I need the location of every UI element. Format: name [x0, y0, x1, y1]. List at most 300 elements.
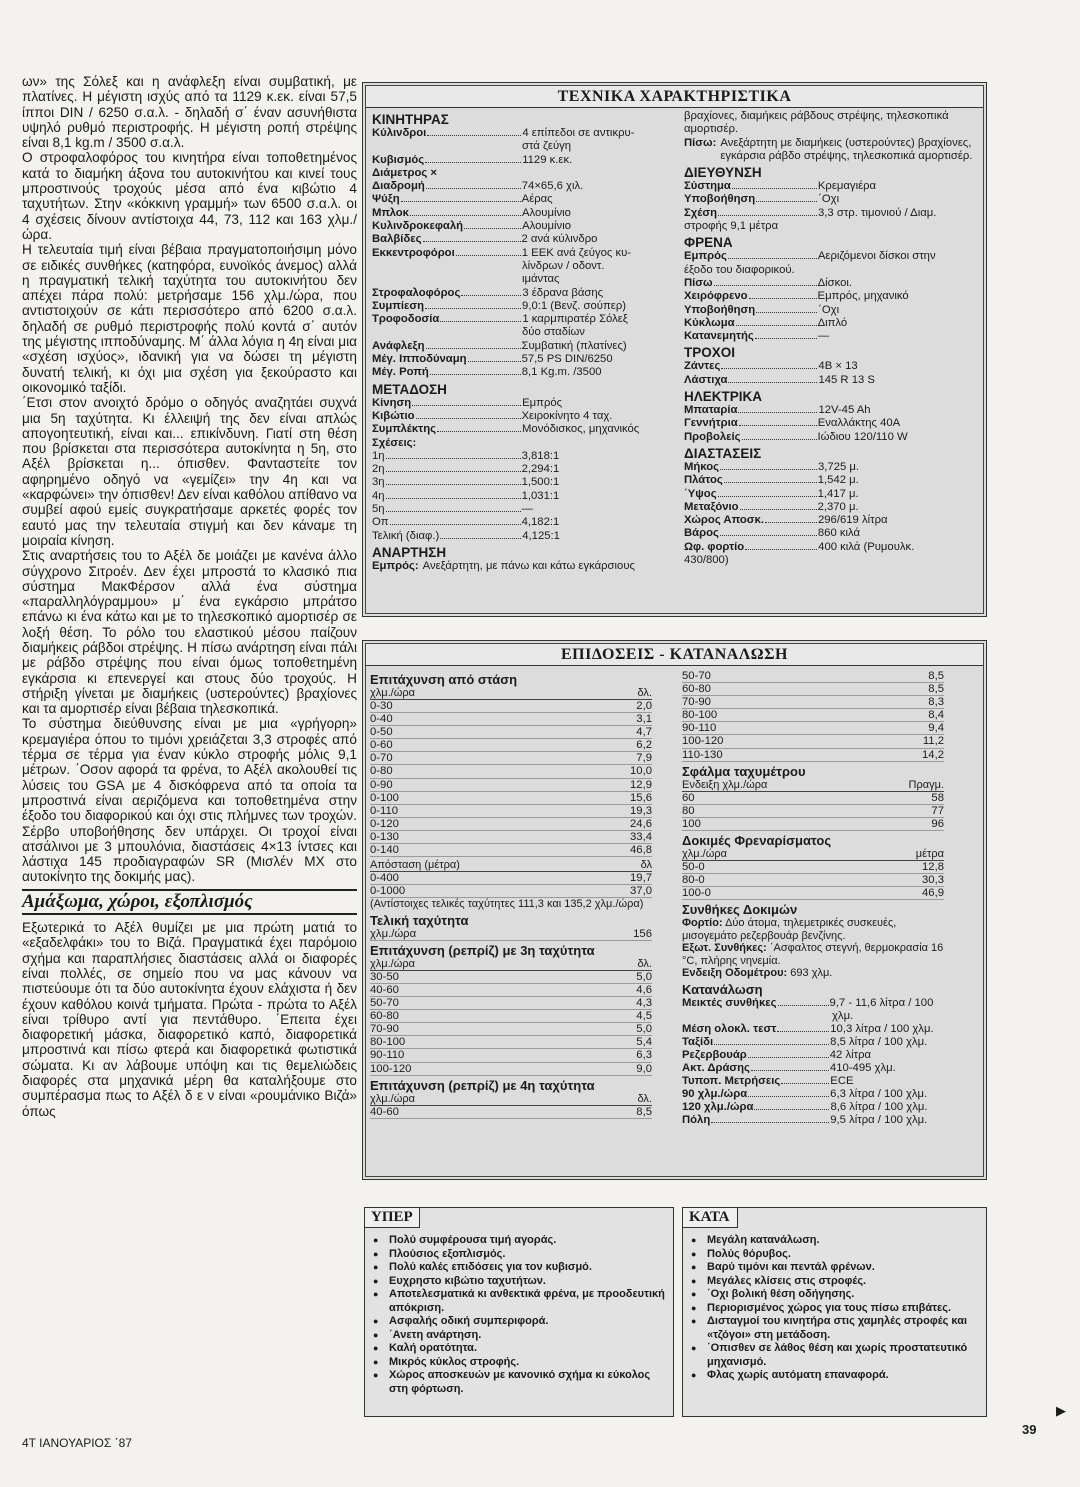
- spec-row: [684, 417, 982, 430]
- consumption-row: [682, 1114, 944, 1127]
- spec-row: [372, 516, 672, 529]
- spec-row: [372, 353, 672, 366]
- perf-section-heading: Συνθήκες Δοκιμών: [682, 902, 798, 918]
- dot-leader: [425, 154, 521, 163]
- perf-row: [682, 696, 944, 709]
- perf-row: [682, 735, 944, 748]
- spec-row: [372, 476, 672, 489]
- spec-value: 4B × 13: [818, 360, 858, 373]
- spec-section-heading: ΔΙΕΥΘΥΝΣΗ: [684, 165, 762, 181]
- bullet-item: ● Φλας χωρίς αυτόματη επαναφορά.: [687, 1369, 978, 1383]
- spec-row: [684, 488, 982, 501]
- perf-row: [370, 997, 652, 1010]
- spec-value: Δίσκοι.: [817, 276, 853, 289]
- dot-leader: [755, 330, 817, 339]
- bullet-item: ● Δισταγμοί του κινητήρα στις χαμηλές στροφές και «τζόγοι» στη μετάδοση.: [687, 1315, 978, 1342]
- perf-range: 80-100: [370, 1036, 406, 1049]
- consumption-label: Ταξίδι: [682, 1035, 714, 1048]
- perf-value: 2,0: [636, 700, 652, 712]
- perf-row: [682, 709, 944, 722]
- spec-value: έξοδο του διαφορικού.: [684, 263, 795, 276]
- condition-value: ΄Ασφαλτος στεγνή, θερμοκρασία 16 °C, πλήρης νηνεμία.: [682, 942, 944, 967]
- spec-label: Μέγ. Ιπποδύναμη: [372, 353, 467, 366]
- performance-box: [362, 640, 987, 1180]
- specs-title: ΤΕΧΝΙΚΑ ΧΑΡΑΚΤΗΡΙΣΤΙΚΑ: [366, 86, 983, 108]
- consumption-row: [682, 1075, 944, 1088]
- spec-value: 74×65,6 χιλ.: [521, 180, 584, 193]
- dot-leader: [778, 997, 829, 1006]
- bullet-item: ● Χώρος αποσκευών με κανονικό σχήμα κι εύκολος στη φόρτωση.: [369, 1369, 665, 1396]
- perf-section-heading: Σφάλμα ταχυμέτρου: [682, 763, 806, 779]
- perf-row: [682, 749, 944, 762]
- bullet-item: ● Ευχρηστο κιβώτιο ταχυτήτων.: [369, 1275, 665, 1289]
- bullet-item: ● Πολύ συμφέρουσα τιμή αγοράς.: [369, 1234, 665, 1248]
- spec-value: 2,294:1: [521, 463, 560, 476]
- spec-value: Συμβατική (πλατίνες): [521, 339, 627, 352]
- spec-label: Μήκος: [684, 460, 720, 473]
- spec-row: [372, 273, 672, 286]
- spec-value: 296/619 λίτρα: [817, 514, 888, 527]
- test-condition: [682, 967, 944, 980]
- perf-range: 70-90: [682, 696, 711, 709]
- pros-box: [364, 1207, 674, 1417]
- perf-range: 80: [682, 804, 695, 817]
- spec-row: [684, 220, 982, 233]
- spec-label: Στροφαλοφόρος: [372, 286, 461, 299]
- spec-label: Εκκεντροφόροι: [372, 246, 455, 259]
- spec-section-heading: ΗΛΕΚΤΡΙΚΑ: [684, 389, 763, 405]
- bullet-item: ● ΄Ανετη ανάρτηση.: [369, 1329, 665, 1343]
- perf-value: 19,7: [630, 872, 652, 885]
- perf-range: 30-50: [370, 970, 399, 983]
- bullet-item: ● Πολύς θόρυβος.: [687, 1248, 978, 1262]
- spec-row: [684, 541, 982, 554]
- perf-value: 10,0: [630, 765, 652, 778]
- dot-leader: [732, 180, 817, 189]
- perf-range: 0-30: [370, 700, 393, 712]
- perf-value: 11,2: [922, 735, 944, 748]
- spec-value: Χειροκίνητο 4 ταχ.: [521, 409, 613, 422]
- spec-value: 400 κιλά (Ρυμουλκ.: [818, 540, 915, 553]
- dot-leader: [468, 353, 521, 362]
- bullet-item: ● Μεγάλες κλίσεις στις στροφές.: [687, 1275, 978, 1289]
- consumption-label: Πόλη: [682, 1113, 711, 1126]
- spec-row: [372, 247, 672, 260]
- perf-value: 37,0: [630, 885, 652, 898]
- spec-value: βραχίονες, διαμήκεις ράβδους στρέψης, τηλεσκοπικά αμορτισέρ.: [684, 110, 949, 136]
- perf-range: 60-80: [682, 683, 711, 696]
- perf-row: [370, 971, 652, 984]
- spec-label: Υποβοήθηση: [684, 303, 756, 316]
- spec-row: [372, 127, 672, 140]
- spec-value: Αεριζόμενοι δίσκοι στην: [817, 250, 936, 263]
- consumption-value: ECE: [830, 1074, 854, 1087]
- perf-row: [370, 700, 652, 713]
- spec-value: 4,125:1: [522, 529, 560, 542]
- spec-label: Γεννήτρια: [684, 417, 738, 430]
- perf-range: 50-70: [682, 670, 711, 682]
- perf-range: 80-0: [682, 874, 705, 887]
- spec-row: [372, 300, 672, 313]
- continue-arrow-icon: ▶: [1056, 1403, 1066, 1418]
- consumption-label: Ακτ. Δράσης: [682, 1061, 750, 1074]
- dot-leader: [748, 1049, 829, 1058]
- article-paragraph: Εξωτερικά το Αξέλ θυμίζει με μια πρώτη ματιά το «εξαδελφάκι» του το Βιζά. Πραγματικά έχει παρόμοιο σχήμα και παραπλήσιες διαστάσεις αλλά οι διαφορές είναι πολλές, σε σημείο που να μας κάνουν να πιστεύουμε ότι τα δύο αυτοκίνητα έχουν ελάχιστα ή δεν έχουν καθόλου κοινά τμήματα. Πρώτα - πρώτα το Αξέλ είναι τρίθυρο αντί για πεντάθυρο. ΄Επειτα έχει διαφορετική μάσκα, διαφορετικό καπό, διαφορετικά μπροστινά και πίσω φτερά και διαφορετικά φωτιστικά σώματα. Κι αν λάβουμε υπόψη και τις θεμελιώδεις διαφορές στα μηχανικά μέρη θα καταλήξουμε στο συμπέρασμα πως το Αξέλ δ ε ν είναι «ρουμάνικο Βιζά» όπως: [22, 920, 357, 1119]
- perf-row: [682, 683, 944, 696]
- spec-label: Ωφ. φορτίο: [684, 540, 745, 553]
- spec-value: ιμάντας: [522, 273, 560, 286]
- perf-range: 0-70: [370, 752, 393, 765]
- spec-value: 9,0:1 (Βενζ. σούπερ): [522, 299, 627, 312]
- dot-leader: [437, 423, 521, 432]
- perf-value: 7,9: [636, 752, 652, 765]
- perf-header-label: χλμ./ώρα: [682, 847, 727, 860]
- perf-row: [682, 818, 944, 831]
- perf-range: 0-40: [370, 713, 393, 726]
- perf-header-label: Ενδειξη χλμ./ώρα: [682, 778, 768, 791]
- dot-leader: [738, 404, 817, 413]
- spec-row: [372, 423, 672, 436]
- spec-value: —: [521, 503, 533, 516]
- bullet-item: ● Αποτελεσματικά κι ανθεκτικά φρένα, με προοδευτική απόκριση.: [369, 1288, 665, 1315]
- bullet-item: ● Πολύ καλές επιδόσεις για τον κυβισμό.: [369, 1261, 665, 1275]
- dot-leader: [745, 541, 817, 550]
- condition-value: 693 χλμ.: [790, 967, 833, 980]
- perf-table-header: [370, 1093, 652, 1106]
- spec-label: 5η: [372, 503, 385, 516]
- perf-range: 80-100: [682, 709, 718, 722]
- dot-leader: [426, 180, 521, 189]
- consumption-row: [682, 1023, 944, 1036]
- test-condition: [682, 917, 944, 942]
- perf-value: 12,8: [922, 860, 944, 873]
- spec-value: 1 ΕΕΚ ανά ζεύγος κυ-: [521, 246, 632, 259]
- perf-row: [682, 887, 944, 900]
- dot-leader: [754, 1101, 829, 1110]
- section-subheading: Αμάξωμα, χώροι, εξοπλισμός: [22, 889, 357, 915]
- spec-label: Χειρόφρενο: [684, 290, 748, 303]
- perf-range: 0-80: [370, 765, 393, 778]
- dot-leader: [751, 1062, 829, 1071]
- consumption-value: 9,7 - 11,6 λίτρα / 100: [829, 996, 934, 1009]
- perf-value: 8,4: [928, 709, 944, 722]
- spec-value: 860 κιλά: [817, 527, 861, 540]
- spec-value: 1,031:1: [521, 489, 560, 502]
- dot-leader: [386, 490, 521, 499]
- spec-value: —: [817, 330, 830, 343]
- spec-value: 8,1 Kg.m. /3500: [521, 366, 602, 379]
- spec-value: δύο σταδίων: [522, 326, 585, 339]
- perf-row: [370, 726, 652, 739]
- performance-right-column: [682, 670, 944, 1127]
- perf-header-unit: μέτρα: [915, 847, 944, 860]
- dot-leader: [427, 127, 521, 136]
- perf-row: [370, 792, 652, 805]
- spec-label: Κιβώτιο: [372, 409, 415, 422]
- spec-label: Ζάντες: [684, 360, 721, 373]
- consumption-label: Μεικτές συνθήκες: [682, 996, 777, 1009]
- cons-box: [682, 1207, 987, 1417]
- spec-row: [372, 260, 672, 273]
- consumption-label: 120 χλμ./ώρα: [682, 1100, 754, 1113]
- perf-row: [370, 739, 652, 752]
- consumption-value: 42 λίτρα: [829, 1048, 872, 1061]
- dot-leader: [720, 527, 817, 536]
- consumption-value: 410-495 χλμ.: [829, 1061, 896, 1074]
- perf-section-heading: Επιτάχυνση (ρεπρίζ) με 3η ταχύτητα: [370, 942, 595, 958]
- perf-row: [370, 713, 652, 726]
- perf-range: 60-80: [370, 1010, 399, 1023]
- dot-leader: [765, 514, 817, 523]
- consumption-label: 90 χλμ./ώρα: [682, 1087, 748, 1100]
- spec-section-heading: ΑΝΑΡΤΗΣΗ: [372, 544, 447, 560]
- pros-title: ΥΠΕΡ: [365, 1208, 420, 1228]
- perf-range: 50-0: [682, 860, 705, 873]
- perf-range: 40-60: [370, 1105, 399, 1118]
- dot-leader: [756, 304, 817, 313]
- pros-list: [365, 1228, 673, 1396]
- spec-row: [684, 277, 982, 290]
- article-paragraph: Ο στροφαλοφόρος του κινητήρα είναι τοποθετημένος κατά το διαμήκη άξονα του αυτοκινήτου και κινεί τους μπροστινούς τροχούς μέσα από ένα κιβώτιο 4 ταχυτήτων. Στην «κόκκινη γραμμή» των 6500 σ.α.λ. οι 4 σχέσεις δίνουν αντίστοιχα 44, 73, 112 και 163 χλμ./ώρα.: [22, 150, 357, 242]
- perf-section-heading: Τελική ταχύτητα: [370, 912, 469, 928]
- dot-leader: [416, 410, 521, 419]
- spec-row: [684, 264, 982, 277]
- perf-range: 0-120: [370, 817, 399, 830]
- spec-label: Πλάτος: [684, 474, 723, 487]
- spec-row: [372, 233, 672, 246]
- spec-row: [372, 167, 672, 180]
- spec-label: Χώρος Αποσκ.: [684, 514, 764, 527]
- perf-value: 8,5: [928, 683, 944, 696]
- perf-row: [370, 1049, 652, 1062]
- spec-row: [372, 437, 672, 450]
- bullet-item: ● Μικρός κύκλος στροφής.: [369, 1356, 665, 1370]
- consumption-row: [682, 1010, 944, 1023]
- spec-value: 1,417 μ.: [817, 487, 859, 500]
- perf-row: [682, 874, 944, 887]
- perf-row: [682, 722, 944, 735]
- perf-range: 0-400: [370, 872, 399, 885]
- spec-row: [684, 290, 982, 303]
- spec-row: [372, 207, 672, 220]
- bullet-item: ● Ασφαλής οδική συμπεριφορά.: [369, 1315, 665, 1329]
- spec-label: Συμπλέκτης: [372, 423, 436, 436]
- perf-header-label: χλμ./ώρα: [370, 687, 415, 699]
- perf-section-heading: Επιτάχυνση (ρεπρίζ) με 4η ταχύτητα: [370, 1077, 595, 1093]
- dot-leader: [711, 1114, 829, 1123]
- perf-value: 5,4: [636, 1036, 652, 1049]
- spec-label: Διαδρομή: [372, 180, 425, 193]
- perf-row: [370, 885, 652, 898]
- spec-row: [684, 180, 982, 193]
- spec-row: [372, 490, 672, 503]
- perf-range: 0-140: [370, 844, 399, 857]
- dot-leader: [412, 397, 521, 406]
- dot-leader: [739, 417, 817, 426]
- consumption-label: Μέση ολοκλ. τεστ: [682, 1022, 777, 1035]
- spec-row: [684, 461, 982, 474]
- spec-value: Διπλό: [817, 316, 848, 329]
- spec-label: Κύλινδροι: [372, 127, 427, 139]
- perf-range: 0-100: [370, 791, 399, 804]
- spec-label: Μεταξόνιο: [684, 500, 739, 513]
- spec-section-heading: ΚΙΝΗΤΗΡΑΣ: [372, 112, 449, 127]
- perf-range: 100-120: [682, 735, 724, 748]
- article-paragraph: Το σύστημα διεύθυνσης είναι με μια «γρήγορη» κρεμαγιέρα όπου το τιμόνι χρειάζεται 3,3 στροφές από τέρμα σε τέρμα για έναν κύκλο στροφής μόλις 9,1 μέτρων. ΄Οσον αφορά τα φρένα, το Αξέλ ακολουθεί τις λύσεις του GSA με 4 δισκόφρενα από τα οποία τα μπροστινά είναι αεριζόμενα και τοποθετημένα στην έξοδο του διαφορικού και όχι στις πλήμνες των τροχών. Σέρβο υποβοήθησης δεν υπάρχει. Οι τροχοί είναι ατσάλινοι με 3 μπουλόνια, διαστάσεις 4×13 ίντσες και λάστιχα 145 προδιαγραφών SR (Μισλέν ΜΧ στο αυτοκίνητο της δοκιμής μας).: [22, 716, 357, 885]
- spec-row: [684, 193, 982, 206]
- spec-row: [372, 397, 672, 410]
- consumption-value: 10,3 λίτρα / 100 χλμ.: [830, 1022, 934, 1035]
- dot-leader: [401, 193, 521, 202]
- perf-value: 77: [931, 804, 944, 817]
- spec-section-heading: ΜΕΤΑΔΟΣΗ: [372, 381, 447, 397]
- perf-row: [370, 844, 652, 857]
- perf-value: 4,6: [636, 984, 652, 996]
- perf-range: 110-130: [682, 748, 723, 761]
- spec-value: στά ζεύγη: [522, 140, 572, 153]
- dot-leader: [781, 1075, 829, 1084]
- condition-value: Δύο άτομα, τηλεμετρικές συσκευές, μισογεμάτο ρεζερβουάρ βενζίνης.: [682, 917, 897, 942]
- perf-value: 4,7: [636, 726, 652, 739]
- spec-label: Κατανεμητής: [684, 330, 754, 343]
- dot-leader: [718, 488, 817, 497]
- perf-range: χλμ./ώρα: [370, 927, 417, 940]
- footer-issue: 4Τ ΙΑΝΟΥΑΡΙΟΣ ΄87: [22, 1436, 132, 1450]
- dot-leader: [714, 1036, 829, 1045]
- spec-label: Υποβοήθηση: [684, 193, 756, 206]
- spec-section-heading: ΦΡΕΝΑ: [684, 235, 733, 251]
- spec-value: ΄Οχι: [818, 193, 840, 206]
- spec-label: Διάμετρος ×: [372, 166, 438, 179]
- perf-table-header: [370, 958, 652, 971]
- spec-value: 4,182:1: [521, 516, 560, 529]
- spec-row: [372, 530, 672, 543]
- consumption-label: Τυποπ. Μετρήσεις: [682, 1074, 781, 1087]
- spec-label: Κυβισμός: [372, 153, 425, 166]
- perf-value: 8,5: [928, 670, 944, 682]
- perf-row: [370, 752, 652, 765]
- spec-label: Οπ: [372, 516, 389, 529]
- perf-value: 33,4: [630, 830, 652, 843]
- perf-range: 100: [682, 817, 701, 830]
- bullet-item: ● Βαρύ τιμόνι και πεντάλ φρένων.: [687, 1261, 978, 1275]
- dot-leader: [461, 287, 521, 296]
- spec-value: Αέρας: [521, 193, 553, 206]
- perf-value: 46,8: [630, 844, 652, 857]
- specs-box: [362, 82, 987, 617]
- dot-leader: [720, 461, 817, 470]
- dot-leader: [390, 516, 521, 525]
- dot-leader: [430, 366, 521, 375]
- perf-value: 4,3: [636, 997, 652, 1010]
- spec-label: Σχέσεις:: [372, 436, 417, 449]
- spec-row: [684, 514, 982, 527]
- spec-section-heading: ΤΡΟΧΟΙ: [684, 345, 736, 361]
- performance-title: ΕΠΙΔΟΣΕΙΣ - ΚΑΤΑΝΑΛΩΣΗ: [366, 644, 983, 666]
- perf-row: [370, 1010, 652, 1023]
- article-paragraph: Στις αναρτήσεις του το Αξέλ δε μοιάζει με κανένα άλλο σύγχρονο Σιτροέν. Δεν έχει μπροστά το κλασικό πια σύστημα ΜακΦέρσον αλλά ένα σύστημα «παραλληλόγραμμου» μ΄ ένα εγκάρσιο μπράτσο επάνω κι ένα κάτω και με το τηλεσκοπικό αμορτισέρ σε λοξή θέση. Το ρόλο του ελαστικού μέσου παίζουν διαμήκεις ράβδοι στρέψης. Η πίσω ανάρτηση είναι πάλι με ράβδο στρέψης που είναι όμως τοποθετημένη εγκάρσια κι επενεργεί και στους δύο τροχούς. Η στήριξη γίνεται με διαμήκεις (υστερούντες) βραχίονες και τα αμορτισέρ είναι βέβαια τηλεσκοπικά.: [22, 548, 357, 717]
- perf-row: [370, 928, 652, 941]
- perf-value: 4,5: [636, 1010, 652, 1023]
- dot-leader: [386, 450, 521, 459]
- spec-row: [372, 463, 672, 476]
- spec-row: [372, 366, 672, 379]
- condition-label: Φορτίο:: [682, 917, 723, 930]
- dot-leader: [386, 463, 521, 472]
- spec-label: Εμπρός: [684, 250, 727, 263]
- perf-row: [370, 984, 652, 997]
- spec-row: [684, 207, 982, 220]
- spec-value: 1 καρμπιρατέρ Σόλεξ: [522, 313, 628, 326]
- perf-row: [370, 818, 652, 831]
- spec-row: [372, 410, 672, 423]
- spec-label: Τελική (διαφ.): [372, 529, 440, 542]
- perf-row: [682, 805, 944, 818]
- spec-value: Ανεξάρτητη, με πάνω και κάτω εγκάρσιους: [422, 559, 635, 572]
- dot-leader: [756, 193, 817, 202]
- perf-header-unit: δλ.: [637, 1092, 652, 1105]
- perf-value: 58: [931, 791, 944, 804]
- spec-label: Μπαταρία: [684, 404, 738, 417]
- consumption-value: 9,5 λίτρα / 100 χλμ.: [830, 1113, 928, 1126]
- dot-leader: [456, 247, 521, 256]
- page-number: 39: [1022, 1422, 1037, 1437]
- perf-value: 8,3: [928, 696, 944, 709]
- spec-row: [684, 554, 982, 567]
- spec-row: [372, 140, 672, 153]
- spec-row: [684, 404, 982, 417]
- spec-row: [684, 527, 982, 540]
- spec-row: [372, 560, 672, 573]
- perf-range: 90-110: [682, 722, 717, 735]
- consumption-label: Ρεζερβουάρ: [682, 1048, 747, 1061]
- spec-label: Βάρος: [684, 527, 719, 540]
- dot-leader: [464, 220, 521, 229]
- spec-value: 430/800): [684, 554, 729, 567]
- spec-value: Εμπρός, μηχανικό: [817, 290, 909, 303]
- perf-value: 6,3: [636, 1049, 652, 1062]
- perf-value: 6,2: [636, 739, 652, 752]
- perf-value: 12,9: [630, 778, 652, 791]
- consumption-value: 8,6 λίτρα / 100 χλμ.: [830, 1100, 928, 1113]
- spec-row: [372, 450, 672, 463]
- spec-label: Προβολείς: [684, 430, 741, 443]
- perf-range: 50-70: [370, 997, 399, 1010]
- spec-value: Ιώδιου 120/110 W: [817, 430, 908, 443]
- perf-range: 0-130: [370, 830, 399, 843]
- dot-leader: [740, 501, 817, 510]
- perf-value: 5,0: [636, 1023, 652, 1036]
- perf-range: 0-90: [370, 778, 393, 791]
- perf-header-label: χλμ./ώρα: [370, 1092, 415, 1105]
- dot-leader: [440, 530, 521, 539]
- perf-range: 0-50: [370, 726, 393, 739]
- dot-leader: [386, 503, 521, 512]
- perf-range: 100-0: [682, 887, 711, 900]
- spec-row: [684, 304, 982, 317]
- perf-value: 5,0: [636, 970, 652, 983]
- dot-leader: [749, 290, 817, 299]
- perf-header-unit: δλ.: [637, 957, 652, 970]
- perf-section-heading: Κατανάλωση: [682, 981, 763, 997]
- perf-range: 70-90: [370, 1023, 399, 1036]
- spec-value: 57,5 PS DIN/6250: [521, 353, 613, 366]
- spec-row: [684, 330, 982, 343]
- perf-value: 14,2: [922, 748, 944, 761]
- condition-label: Ενδειξη Οδομέτρου:: [682, 967, 788, 980]
- perf-header-label: χλμ./ώρα: [370, 957, 415, 970]
- perf-table-header: [370, 859, 652, 872]
